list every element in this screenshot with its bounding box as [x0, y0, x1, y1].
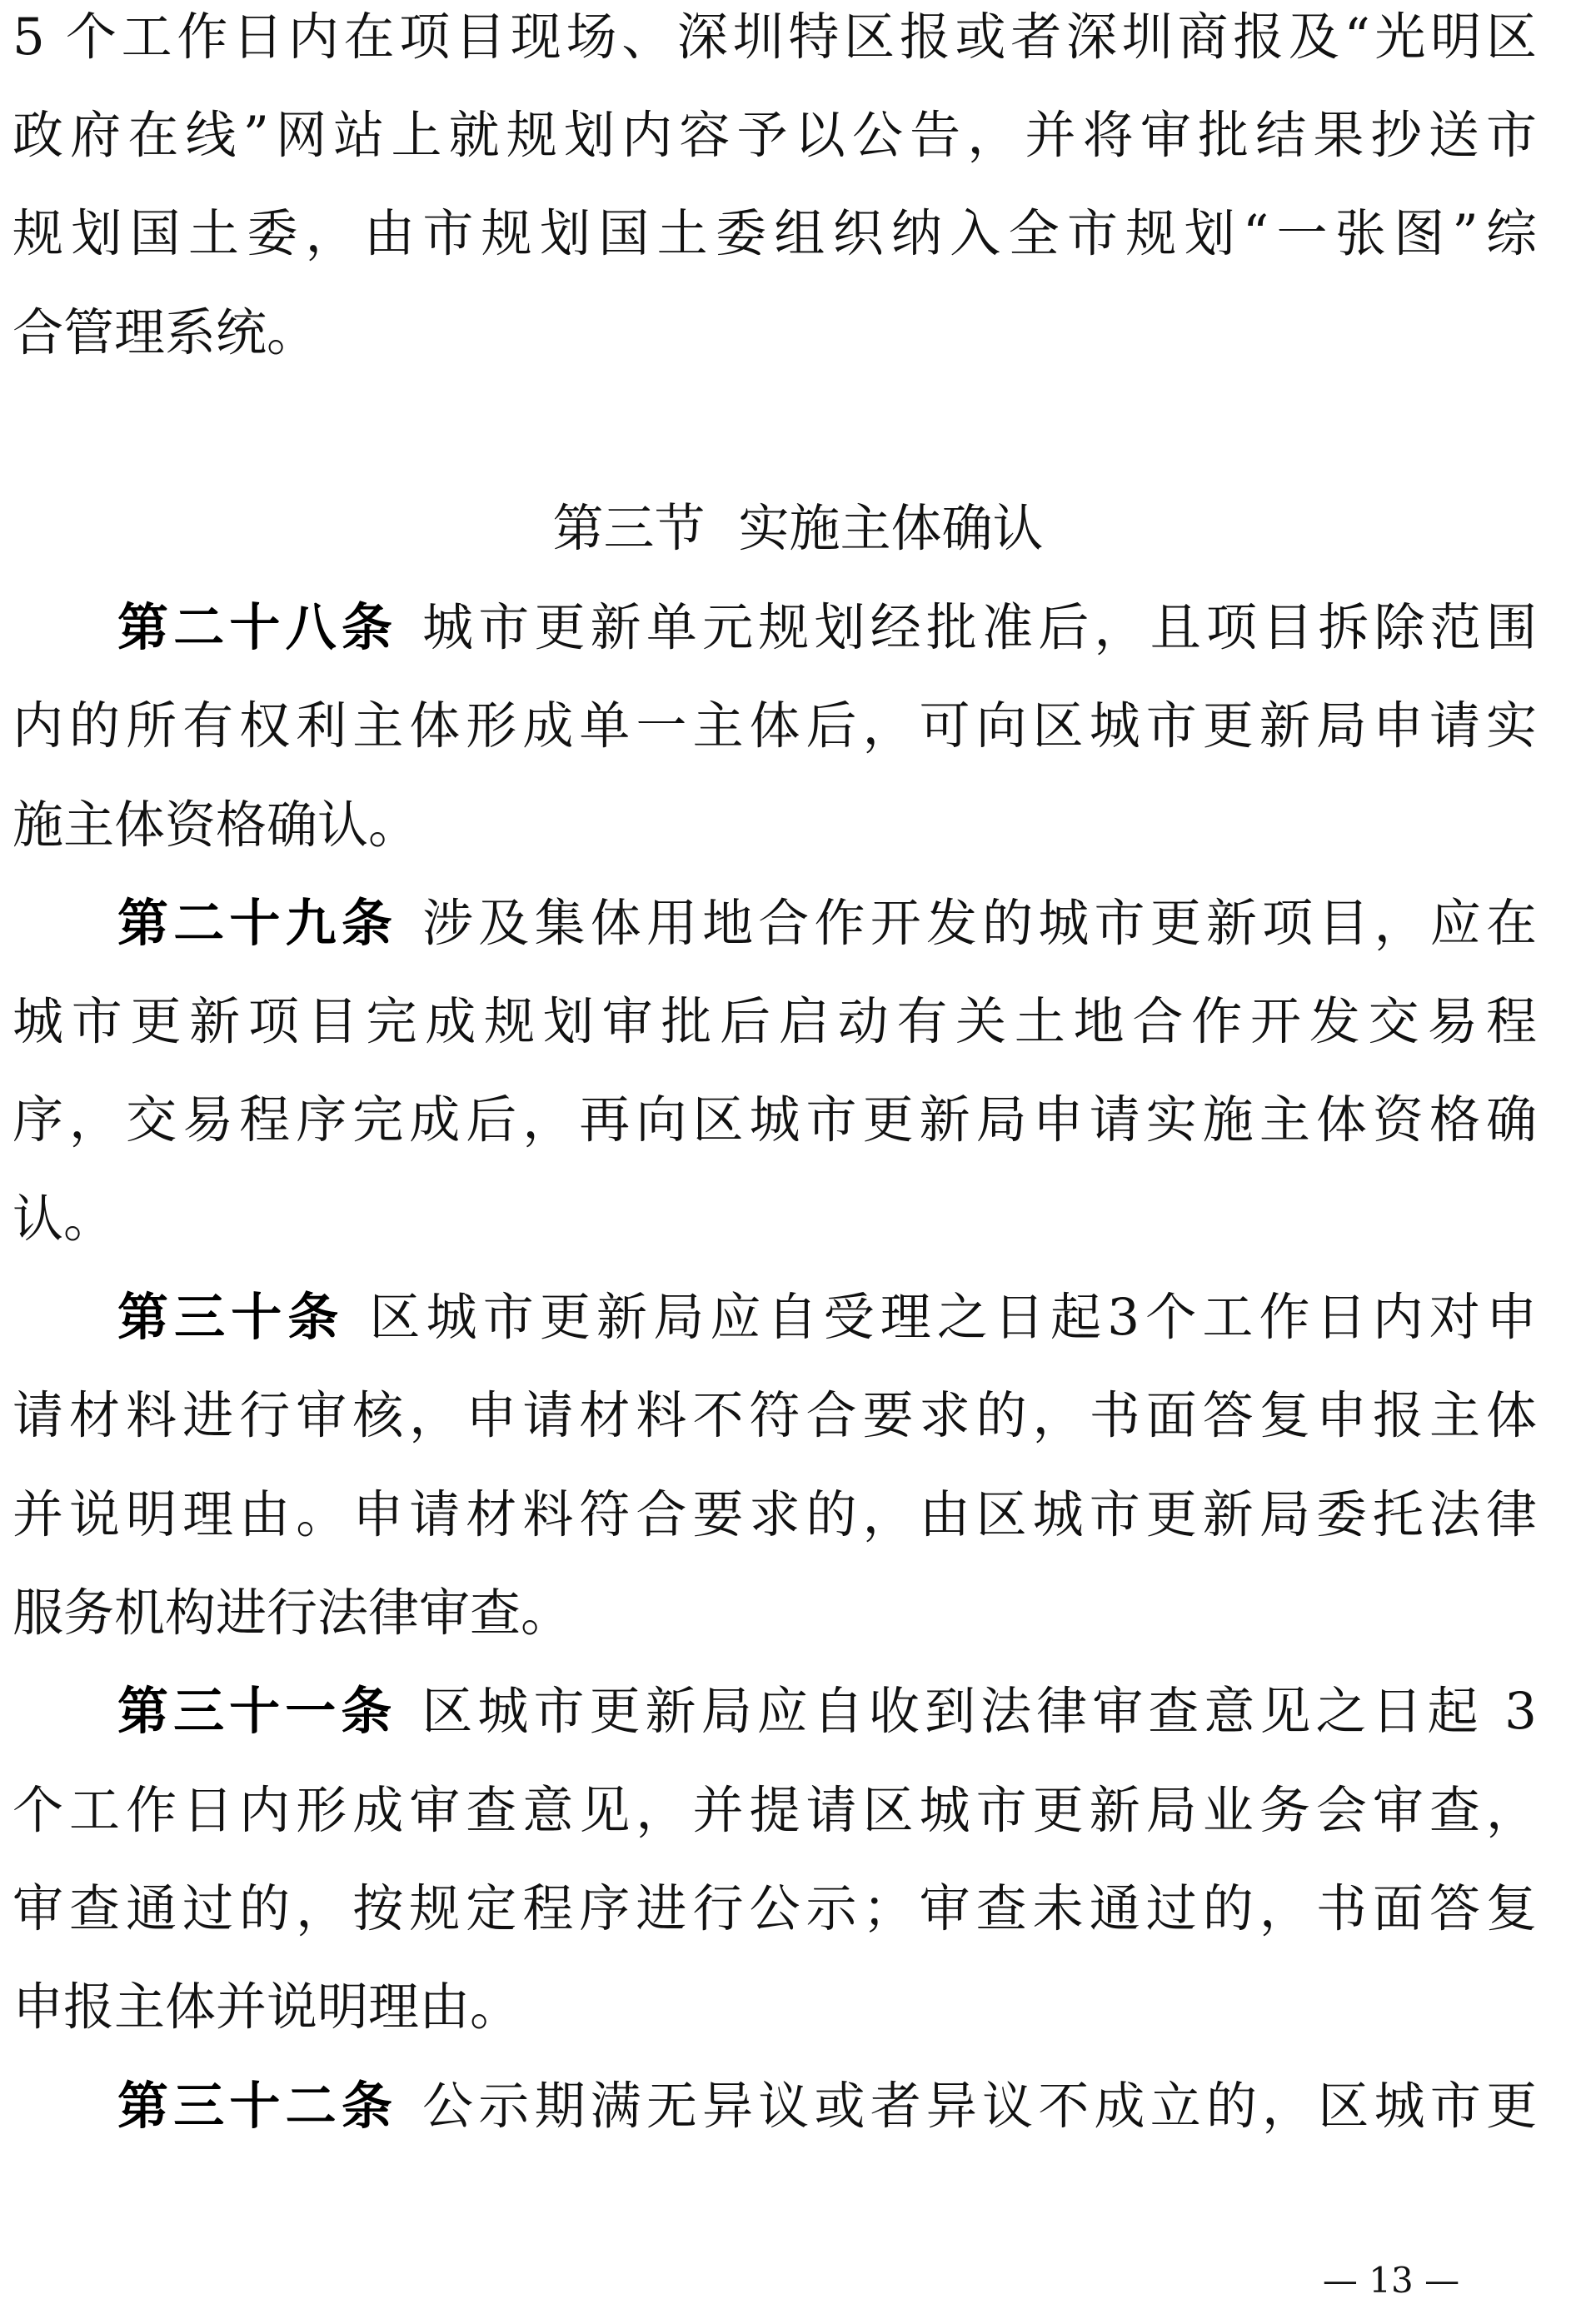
paragraph-line: 5 个工作日内在项目现场、深圳特区报或者深圳商报及“光明区: [12, 7, 1537, 67]
article-28-first-line: [117, 579, 1537, 677]
paragraph-line: 个工作日内形成审查意见，并提请区城市更新局业务会审查，: [12, 1781, 1537, 1840]
paragraph-line: 认。: [12, 1189, 115, 1249]
paragraph-line: 请材料进行审核，申请材料不符合要求的，书面答复申报主体: [12, 1386, 1537, 1445]
article-32-first-line: [117, 2057, 1537, 2156]
section-heading: [0, 480, 1596, 578]
paragraph-line: 序，交易程序完成后，再向区城市更新局申请实施主体资格确: [12, 1090, 1537, 1150]
page-number: — 13 —: [1322, 2260, 1460, 2301]
paragraph-line: 城市更新项目完成规划审批后启动有关土地合作开发交易程: [12, 992, 1537, 1051]
article-31-first-line: [117, 1663, 1537, 1761]
article-label: 第三十二条: [117, 2077, 398, 2136]
paragraph-line: 申报主体并说明理由。: [12, 1977, 521, 2037]
article-label: 第三十条: [117, 1288, 345, 1347]
article-text: 区城市更新局应自受理之日起3个工作日内对申: [369, 1288, 1537, 1347]
paragraph-line: 施主体资格确认。: [12, 795, 420, 855]
article-text: 公示期满无异议或者异议不成立的，区城市更: [422, 2077, 1537, 2136]
article-30-first-line: [117, 1269, 1537, 1367]
article-text: 涉及集体用地合作开发的城市更新项目，应在: [422, 894, 1537, 953]
paragraph-line: 服务机构进行法律审查。: [12, 1583, 572, 1643]
paragraph-line: 规划国土委，由市规划国土委组织纳入全市规划“一张图”综: [12, 204, 1537, 263]
article-text: 城市更新单元规划经批准后，且项目拆除范围: [422, 598, 1537, 657]
paragraph-line: 审查通过的，按规定程序进行公示；审查未通过的，书面答复: [12, 1879, 1537, 1938]
paragraph-line: 合管理系统。: [12, 303, 318, 362]
paragraph-line: 并说明理由。申请材料符合要求的，由区城市更新局委托法律: [12, 1485, 1537, 1544]
paragraph-line: 政府在线”网站上就规划内容予以公告，并将审批结果抄送市: [12, 106, 1537, 165]
article-label: 第二十九条: [117, 894, 398, 953]
article-label: 第三十一条: [117, 1682, 397, 1741]
article-label: 第二十八条: [117, 598, 398, 657]
paragraph-line: 内的所有权利主体形成单一主体后，可向区城市更新局申请实: [12, 696, 1537, 756]
section-title: 实施主体确认: [738, 499, 1044, 558]
article-29-first-line: [117, 875, 1537, 973]
article-text: 区城市更新局应自收到法律审查意见之日起 3: [421, 1682, 1537, 1741]
section-number: 第三节: [552, 499, 706, 558]
